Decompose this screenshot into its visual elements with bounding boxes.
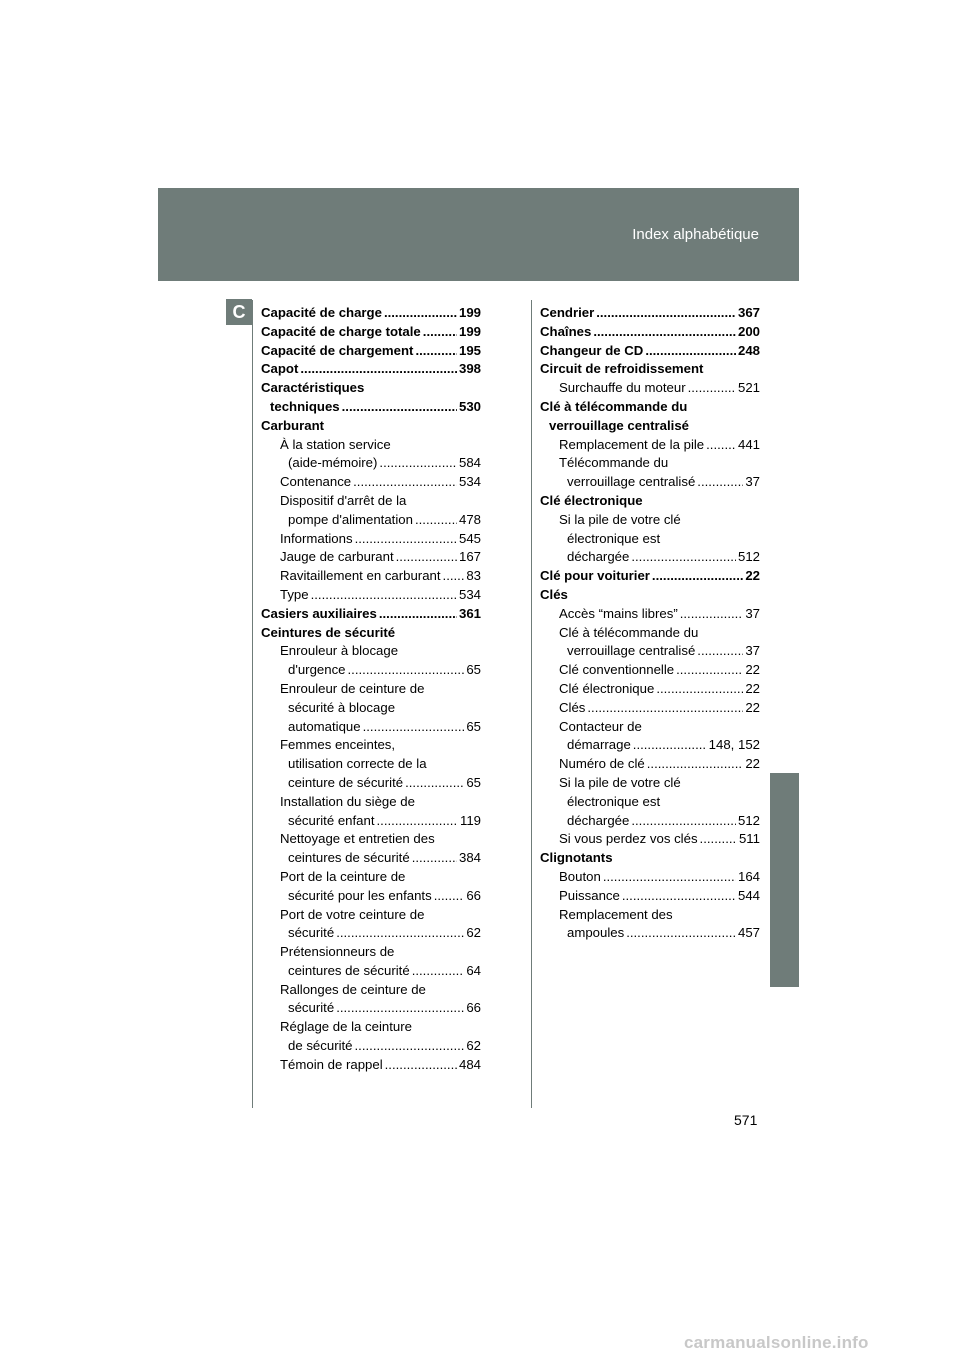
- index-entry: [540, 699, 760, 718]
- index-entry: [261, 567, 481, 586]
- dot-leader: [603, 868, 736, 887]
- index-entry: [261, 586, 481, 605]
- dot-leader: [342, 398, 457, 417]
- dot-leader: [647, 755, 744, 774]
- dot-leader: [379, 605, 457, 624]
- index-entry: [261, 454, 481, 473]
- index-heading-line: électronique est: [567, 793, 661, 809]
- entry-label: déchargée: [567, 812, 630, 828]
- index-heading-line: Port de votre ceinture de: [280, 906, 425, 922]
- entry-label: Capacité de charge: [261, 305, 382, 320]
- dot-leader: [353, 473, 457, 492]
- index-entry: [261, 1037, 481, 1056]
- entry-label: Ravitaillement en carburant: [280, 568, 441, 584]
- index-entry: [261, 849, 481, 868]
- dot-leader: [706, 436, 736, 455]
- dot-leader: [300, 360, 457, 379]
- section-letter-tab: C: [226, 299, 252, 325]
- entry-page-ref: 119: [459, 812, 481, 828]
- index-heading-line: Remplacement des: [559, 906, 673, 922]
- index-entry: [540, 812, 760, 831]
- index-heading-line: Installation du siège de: [280, 793, 415, 809]
- entry-label: Témoin de rappel: [280, 1056, 383, 1072]
- entry-label: Type: [280, 586, 309, 602]
- dot-leader: [355, 1037, 465, 1056]
- entry-label: Capacité de chargement: [261, 342, 414, 358]
- entry-page-ref: 148, 152: [708, 737, 760, 753]
- index-heading-line: Télécommande du: [559, 455, 669, 471]
- entry-page-ref: 584: [458, 455, 481, 471]
- index-heading-line: À la station service: [280, 436, 391, 452]
- index-entry: [261, 360, 481, 379]
- entry-page-ref: 65: [466, 718, 481, 734]
- index-heading-line: Clé à télécommande du: [559, 624, 699, 640]
- index-heading-line: Carburant: [261, 417, 325, 433]
- entry-page-ref: 22: [745, 568, 760, 584]
- index-entry: [261, 812, 481, 831]
- dot-leader: [700, 830, 737, 849]
- dot-leader: [697, 642, 743, 661]
- dot-leader: [587, 699, 743, 718]
- entry-label: Capacité de charge totale: [261, 323, 421, 339]
- entry-page-ref: 65: [466, 774, 481, 790]
- dot-leader: [396, 548, 457, 567]
- entry-label: ampoules: [567, 925, 625, 941]
- index-heading-line: Port de la ceinture de: [280, 868, 406, 884]
- entry-page-ref: 457: [737, 925, 760, 941]
- index-entry: [540, 755, 760, 774]
- entry-page-ref: 441: [737, 436, 760, 452]
- dot-leader: [676, 661, 743, 680]
- index-entry: [540, 605, 760, 624]
- index-entry: [261, 342, 481, 361]
- entry-label: déchargée: [567, 549, 630, 565]
- entry-label: Contenance: [280, 474, 352, 490]
- entry-page-ref: 199: [458, 305, 481, 320]
- entry-page-ref: 545: [458, 530, 481, 546]
- index-entry: [540, 304, 760, 323]
- dot-leader: [412, 849, 457, 868]
- chapter-title: Index alphabétique: [632, 226, 759, 243]
- index-heading-line: Prétensionneurs de: [280, 944, 395, 960]
- dot-leader: [631, 812, 736, 831]
- index-heading-line: électronique est: [567, 530, 661, 546]
- entry-label: Accès “mains libres”: [559, 605, 678, 621]
- index-entry: [261, 511, 481, 530]
- index-entry: [540, 868, 760, 887]
- dot-leader: [405, 774, 464, 793]
- dot-leader: [336, 999, 464, 1018]
- entry-label: sécurité: [288, 1000, 335, 1016]
- entry-label: (aide-mémoire): [288, 455, 378, 471]
- dot-leader: [385, 1056, 457, 1075]
- dot-leader: [379, 454, 457, 473]
- entry-page-ref: 22: [745, 662, 760, 678]
- entry-label: Si vous perdez vos clés: [559, 831, 698, 847]
- entry-label: Puissance: [559, 887, 620, 903]
- dot-leader: [415, 342, 457, 361]
- dot-leader: [412, 962, 465, 981]
- entry-label: Casiers auxiliaires: [261, 605, 377, 621]
- index-heading-line: Ceintures de sécurité: [261, 624, 396, 640]
- index-heading-line: Nettoyage et entretien des: [280, 831, 435, 847]
- dot-leader: [656, 680, 743, 699]
- chapter-header-band: [158, 188, 799, 281]
- entry-label: Numéro de clé: [559, 756, 645, 772]
- dot-leader: [593, 323, 736, 342]
- watermark: carmanualsonline.info: [684, 1333, 869, 1352]
- entry-page-ref: 195: [458, 342, 481, 358]
- entry-label: pompe d'alimentation: [288, 511, 413, 527]
- index-column-right: [540, 304, 760, 943]
- index-heading-line: Clignotants: [540, 850, 613, 866]
- dot-leader: [348, 661, 465, 680]
- index-heading-line: Réglage de la ceinture: [280, 1019, 412, 1035]
- index-entry: [540, 924, 760, 943]
- entry-page-ref: 199: [458, 323, 481, 339]
- entry-page-ref: 398: [458, 361, 481, 377]
- dot-leader: [415, 511, 457, 530]
- entry-page-ref: 521: [737, 380, 760, 396]
- index-entry: [261, 1056, 481, 1075]
- entry-label: techniques: [270, 398, 340, 414]
- index-entry: [540, 830, 760, 849]
- index-entry: [540, 680, 760, 699]
- entry-label: verrouillage centralisé: [567, 474, 696, 490]
- side-thumb-tab: [770, 773, 799, 987]
- index-heading-line: sécurité à blocage: [288, 699, 396, 715]
- entry-label: Informations: [280, 530, 353, 546]
- index-entry: [261, 887, 481, 906]
- entry-page-ref: 22: [745, 756, 760, 772]
- index-heading-line: Femmes enceintes,: [280, 737, 396, 753]
- index-heading-line: Contacteur de: [559, 718, 642, 734]
- index-heading-line: Dispositif d'arrêt de la: [280, 492, 407, 508]
- index-entry: [540, 379, 760, 398]
- index-entry: [261, 999, 481, 1018]
- entry-page-ref: 248: [737, 342, 760, 358]
- index-entry: [540, 736, 760, 755]
- entry-label: Remplacement de la pile: [559, 436, 705, 452]
- dot-leader: [434, 887, 465, 906]
- index-entry: [540, 661, 760, 680]
- index-heading-line: Si la pile de votre clé: [559, 774, 681, 790]
- entry-label: Changeur de CD: [540, 342, 644, 358]
- index-entry: [261, 323, 481, 342]
- dot-leader: [384, 304, 457, 323]
- index-heading-line: Enrouleur de ceinture de: [280, 680, 425, 696]
- index-heading-line: Clé à télécommande du: [540, 398, 688, 414]
- index-entry: [261, 473, 481, 492]
- page-number: 571: [734, 1112, 758, 1128]
- index-heading-line: Caractéristiques: [261, 380, 365, 396]
- index-entry: [261, 548, 481, 567]
- entry-page-ref: 66: [466, 1000, 481, 1016]
- entry-label: Clé électronique: [559, 680, 655, 696]
- dot-leader: [377, 812, 458, 831]
- index-entry: [261, 774, 481, 793]
- entry-label: Clé conventionnelle: [559, 662, 675, 678]
- entry-page-ref: 62: [466, 925, 481, 941]
- entry-page-ref: 512: [737, 549, 760, 565]
- entry-page-ref: 530: [458, 398, 481, 414]
- dot-leader: [622, 887, 736, 906]
- entry-label: Clés: [559, 699, 586, 715]
- entry-label: Clé pour voiturier: [540, 568, 650, 584]
- entry-page-ref: 37: [745, 474, 760, 490]
- index-entry: [540, 642, 760, 661]
- index-heading-line: Rallonges de ceinture de: [280, 981, 426, 997]
- index-heading-line: Enrouleur à blocage: [280, 643, 399, 659]
- index-entry: [540, 567, 760, 586]
- index-heading-line: Clés: [540, 586, 568, 602]
- entry-page-ref: 167: [458, 549, 481, 565]
- index-entry: [261, 661, 481, 680]
- entry-page-ref: 37: [745, 643, 760, 659]
- index-entry: [261, 605, 481, 624]
- entry-page-ref: 62: [466, 1038, 481, 1054]
- index-entry: [261, 530, 481, 549]
- entry-label: sécurité pour les enfants: [288, 887, 432, 903]
- entry-page-ref: 22: [745, 680, 760, 696]
- column-divider-left: [252, 300, 253, 1108]
- entry-label: Surchauffe du moteur: [559, 380, 686, 396]
- entry-label: de sécurité: [288, 1038, 353, 1054]
- dot-leader: [688, 379, 736, 398]
- dot-leader: [631, 548, 736, 567]
- index-column-left: [261, 304, 481, 1075]
- entry-label: sécurité enfant: [288, 812, 375, 828]
- entry-page-ref: 544: [737, 887, 760, 903]
- index-entry: [261, 398, 481, 417]
- entry-label: sécurité: [288, 925, 335, 941]
- entry-page-ref: 64: [466, 962, 481, 978]
- entry-page-ref: 484: [458, 1056, 481, 1072]
- entry-page-ref: 200: [737, 323, 760, 339]
- dot-leader: [336, 924, 464, 943]
- entry-label: Capot: [261, 361, 299, 377]
- dot-leader: [652, 567, 743, 586]
- entry-label: ceintures de sécurité: [288, 850, 410, 866]
- entry-page-ref: 367: [737, 305, 760, 320]
- index-entry: [261, 962, 481, 981]
- index-entry: [540, 548, 760, 567]
- index-entry: [540, 887, 760, 906]
- dot-leader: [645, 342, 736, 361]
- index-entry: [261, 924, 481, 943]
- entry-label: d'urgence: [288, 662, 346, 678]
- entry-page-ref: 512: [737, 812, 760, 828]
- column-divider-middle: [531, 300, 532, 1108]
- entry-page-ref: 384: [458, 850, 481, 866]
- dot-leader: [355, 530, 457, 549]
- entry-label: Bouton: [559, 868, 601, 884]
- entry-label: ceinture de sécurité: [288, 774, 404, 790]
- index-entry: [540, 473, 760, 492]
- index-heading-line: Circuit de refroidissement: [540, 361, 704, 377]
- dot-leader: [680, 605, 744, 624]
- index-heading-line: verrouillage centralisé: [549, 417, 690, 433]
- index-heading-line: utilisation correcte de la: [288, 756, 427, 772]
- entry-label: Jauge de carburant: [280, 549, 394, 565]
- entry-page-ref: 164: [737, 868, 760, 884]
- entry-page-ref: 37: [745, 605, 760, 621]
- entry-page-ref: 478: [458, 511, 481, 527]
- index-heading-line: Clé électronique: [540, 492, 643, 508]
- entry-label: verrouillage centralisé: [567, 643, 696, 659]
- entry-label: Cendrier: [540, 305, 595, 320]
- entry-label: ceintures de sécurité: [288, 962, 410, 978]
- entry-page-ref: 66: [466, 887, 481, 903]
- dot-leader: [423, 323, 457, 342]
- index-entry: [261, 304, 481, 323]
- index-heading-line: Si la pile de votre clé: [559, 511, 681, 527]
- dot-leader: [697, 473, 743, 492]
- dot-leader: [596, 304, 736, 323]
- entry-page-ref: 534: [458, 474, 481, 490]
- entry-page-ref: 65: [466, 662, 481, 678]
- entry-page-ref: 83: [466, 568, 481, 584]
- entry-page-ref: 22: [745, 699, 760, 715]
- dot-leader: [311, 586, 457, 605]
- entry-page-ref: 534: [458, 586, 481, 602]
- entry-page-ref: 361: [458, 605, 481, 621]
- entry-label: démarrage: [567, 737, 631, 753]
- index-entry: [540, 323, 760, 342]
- entry-page-ref: 511: [738, 831, 760, 847]
- dot-leader: [363, 718, 465, 737]
- entry-label: Chaînes: [540, 323, 592, 339]
- dot-leader: [443, 567, 465, 586]
- entry-label: automatique: [288, 718, 361, 734]
- dot-leader: [626, 924, 736, 943]
- index-entry: [540, 436, 760, 455]
- index-entry: [261, 718, 481, 737]
- index-entry: [540, 342, 760, 361]
- dot-leader: [633, 736, 707, 755]
